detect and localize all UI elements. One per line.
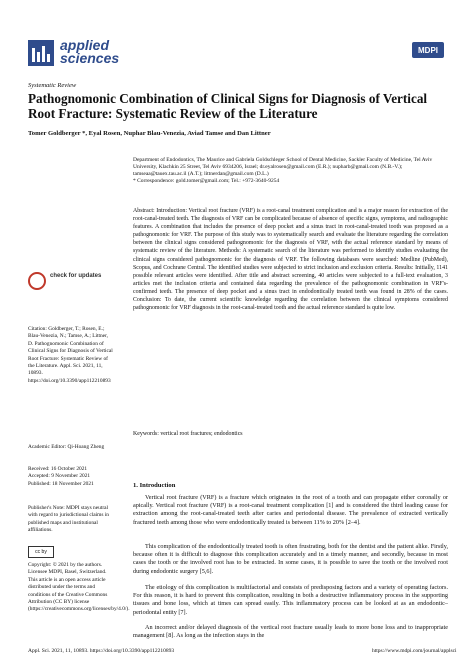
check-updates-label: check for updates bbox=[50, 273, 102, 279]
abstract: Abstract: Introduction: Vertical root fracture (VRF) is a root-canal treatment complication and is a major reason for extraction of the root-canal-treated teeth. The diagnosis of VRF can be complicated because of absence of specific signs, symptoms, and radiographic features. A combination that includes the presence of deep pocket and a sinus tract in root-canal-treated tooth was proposed as a pathognomonic for VRF. The purpose of this study was to systematically search and evaluate the literature regarding the correlation between the clinical signs considered pathognomonic for the diagnosis of VRF, with the actual reference standard by means of systematic review of the literature. Methods: A systematic search of the literature was performed to identify studies evaluating the clinical signs considered pathognomonic for the diagnosis of VRF. The following databases were searched: Medline (PubMed), Scopus, and Cochrane Central. The identified studies were subjected to strict inclusion and exclusion criteria. Results: Initially, 1141 possible relevant articles were identified. After title and abstract screening, 40 articles were subjected to a full-text evaluation, 3 articles met the inclusion criteria and contained data regarding the prevalence of the pathognomonic combination in VRF's-confirmed teeth. The presence of deep pocket and a sinus tract in endodontically treated teeth was found in 28% of the cases. Conclusion: To date, the current scientific knowledge regarding the correlation between the clinical symptoms considered pathognomonic for VRF diagnosis in the root-canal-treated tooth and the actual reference standard is quite low. bbox=[133, 208, 448, 312]
paragraph: This complication of the endodontically treated tooth is often frustrating, both for the dentist and the patient alike. Firstly, because often it is difficult to diagnose this complication accurately and in a timely manner, and secondly, because in most cases the tooth or the involved root has to be extracted. In some cases, it is possible to save the tooth or the involved root during endodontic surgery [5,6]. bbox=[133, 543, 448, 575]
check-for-updates-badge[interactable] bbox=[28, 270, 104, 294]
publisher-note: Publisher's Note: MDPI stays neutral with regard to jurisdictional claims in published maps and institutional affiliations. bbox=[28, 505, 109, 534]
cc-license-icon: cc by bbox=[28, 546, 54, 558]
paper-title: Pathognomonic Combination of Clinical Signs for Diagnosis of Vertical Root Fracture: Systematic Review of the Literature bbox=[28, 91, 428, 121]
academic-editor: Academic Editor: Qi-Hoang Zheng bbox=[28, 444, 105, 450]
accepted-date: Accepted: 9 November 2021 bbox=[28, 473, 91, 480]
paragraph: Vertical root fracture (VRF) is a fracture which originates in the root of a tooth and can propagate either coronally or apically. Vertical root fracture (VRF) is a root-canal treatment complication [1] and is considered the third leading cause for extraction among the root-canal-treated teeth after caries and periodontal disease. The prevalence of extracted vertically fractured teeth among those who were endodontically treated is between 11% to 20% [2–4]. bbox=[133, 494, 448, 526]
article-type: Systematic Review bbox=[28, 82, 77, 89]
footer-journal-url[interactable]: https://www.mdpi.com/journal/applsci bbox=[372, 648, 457, 654]
publisher-logo: MDPI bbox=[412, 42, 444, 58]
publication-dates bbox=[28, 466, 114, 488]
footer-citation: Appl. Sci. 2021, 11, 10893. https://doi.org/10.3390/app112210893 bbox=[28, 648, 175, 654]
section-heading: 1. Introduction bbox=[133, 482, 176, 489]
keywords: Keywords: vertical root fractures; endodontics bbox=[133, 431, 243, 437]
copyright-notice: Copyright: © 2021 by the authors. Licensee MDPI, Basel, Switzerland. This article is an open access article distributed under the terms and conditions of the Creative Commons Attribution (CC BY) license (https://creativecommons.org/licenses/by/4.0/). bbox=[28, 562, 130, 613]
citation-block: Citation: Goldberger, T.; Rosen, E.; Blau-Venezia, N.; Tamse, A.; Littner, D. Pathognomonic Combination of Clinical Signs for Diagnosis of Vertical Root Fracture: Systematic Review of the Literature. Appl. Sci. 2021, 11, 10893. https://doi.org/10.3390/app112210893 bbox=[28, 326, 113, 384]
journal-name bbox=[60, 39, 119, 65]
journal-name-line2: sciences bbox=[60, 50, 120, 66]
received-date: Received: 16 October 2021 bbox=[28, 466, 88, 472]
update-check-icon bbox=[28, 272, 46, 290]
journal-logo-icon bbox=[28, 40, 54, 66]
paragraph: The etiology of this complication is multifactorial and consists of predisposing factors and a variety of operating factors. For this reason, it is hard to prevent this complication, resulting in both a destructive inflammatory process in the supporting tissues and bone loss, which at times can spread easily. This inflammatory process can be looked at as an endodontic–periodontal entity [7]. bbox=[133, 584, 448, 616]
correspondence: * Correspondence: gold.tomer@gmail.com; Tel.: +972-3640-9254 bbox=[133, 178, 280, 184]
journal-name-line1: applied bbox=[60, 37, 110, 53]
paragraph: An incorrect and/or delayed diagnosis of the vertical root fracture usually leads to more bone loss and to inappropriate management [8]. As long as the infection stays in the bbox=[133, 624, 448, 640]
affiliation: Department of Endodontics, The Maurice and Gabriela Goldschleger School of Dental Medicine, Sackler Faculty of Medicine, Tel Aviv University, Klachkin 25 Street, Tel Aviv 6934206, Israel; dr.eyalrosen@gmail.com (E.R.); nupharb@gmail.com (N.B.-V.); tamseaa@tauex.tau.ac.il (A.T.); littnerdan@gmail.com (D.L.) bbox=[133, 157, 433, 177]
published-date: Published: 18 November 2021 bbox=[28, 480, 94, 487]
affiliation-block bbox=[133, 157, 448, 185]
author-list: Tomer Goldberger *, Eyal Rosen, Nuphar Blau-Venezia, Aviad Tamse and Dan Littner bbox=[28, 130, 271, 137]
